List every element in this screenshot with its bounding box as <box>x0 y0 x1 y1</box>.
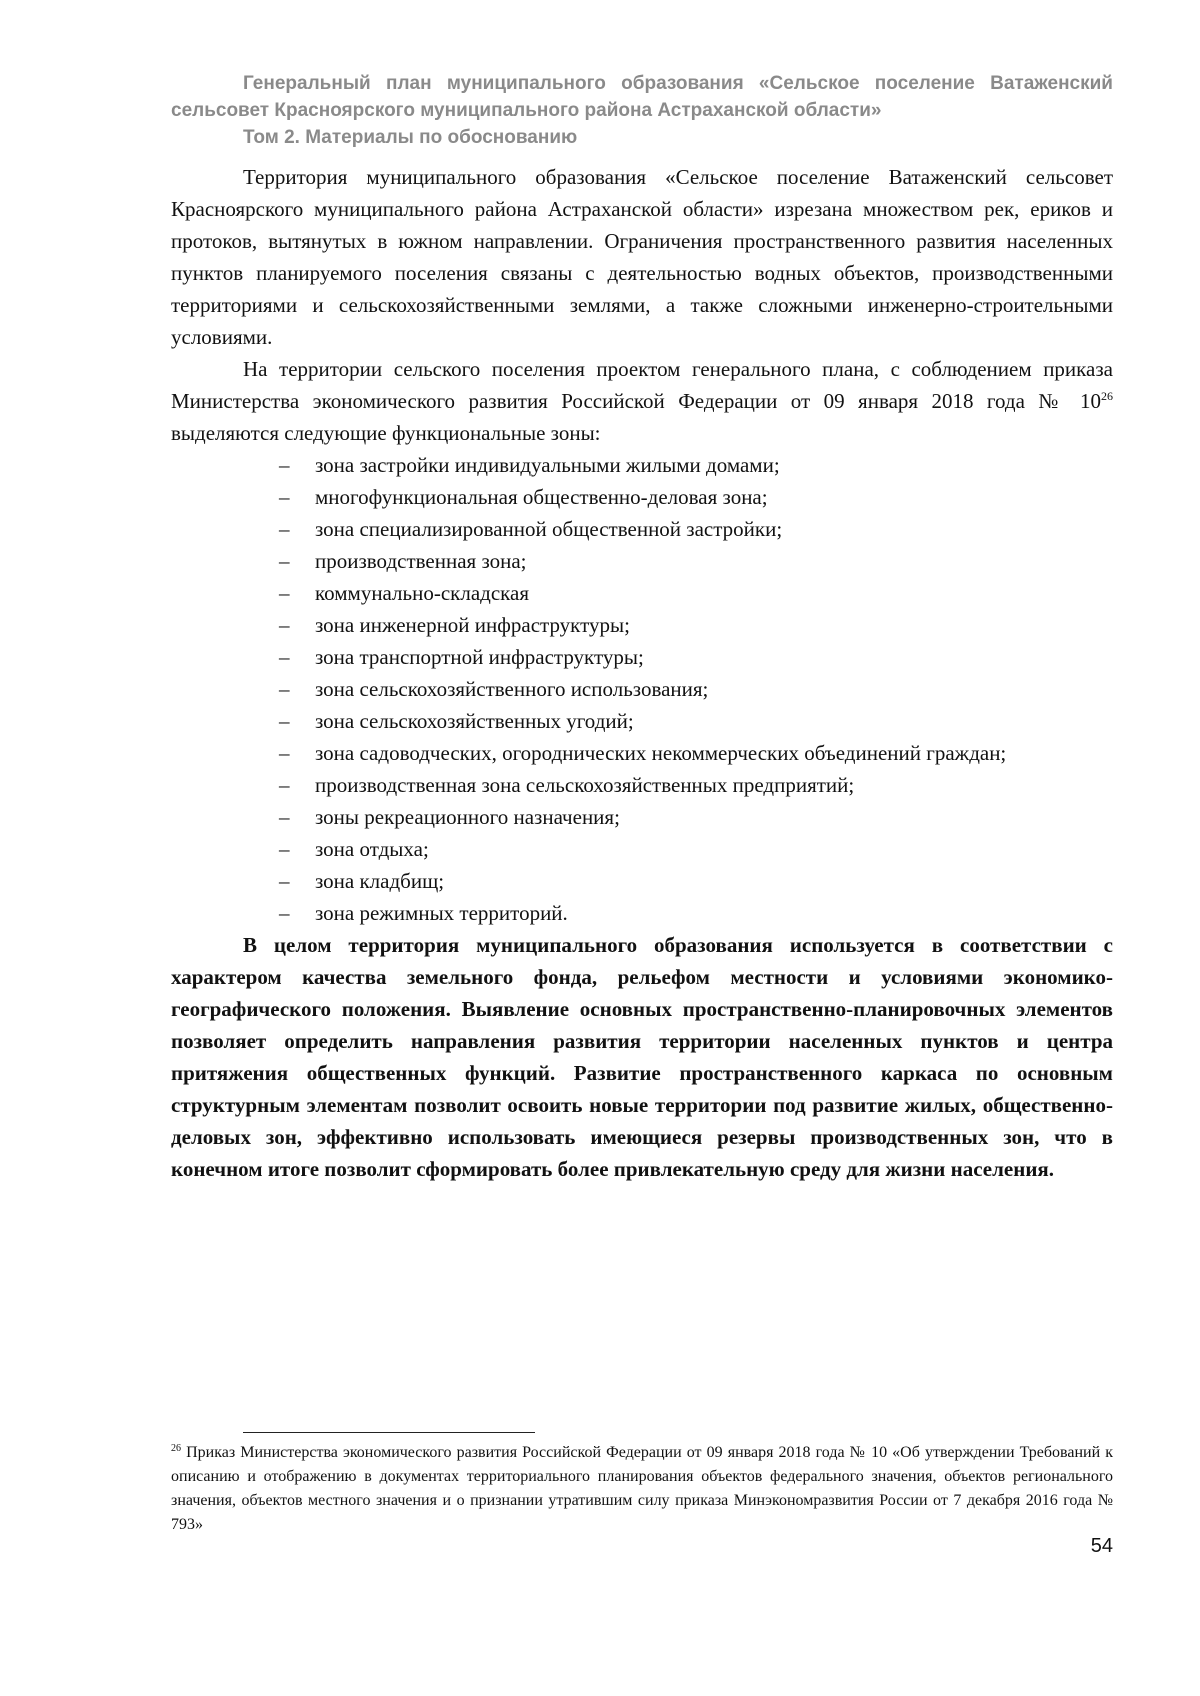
zone-label: зона режимных территорий. <box>315 901 568 925</box>
page-number: 54 <box>1090 1535 1113 1557</box>
zone-label: многофункциональная общественно-деловая зона; <box>315 485 768 509</box>
list-dash: – <box>279 741 290 765</box>
document-page <box>171 70 1113 1185</box>
zone-label: зона сельскохозяйственных угодий; <box>315 709 634 733</box>
paragraph-conclusion: В целом территория муниципального образования используется в соответствии с характером качества земельного фонда, рельефом местности и условиями экономико-географического положения. Выявление основных пространственно-планировочных элементов позволяет определить направления развития территории населенных пунктов и центра притяжения общественных функций. Развитие пространственного каркаса по основным структурным элементам позволит освоить новые территории под развитие жилых, общественно-деловых зон, эффективно использовать имеющиеся резервы производственных зон, что в конечном итоге позволит сформировать более привлекательную среду для жизни населения. <box>171 933 1113 1181</box>
zone-label: зона кладбищ; <box>315 869 445 893</box>
list-dash: – <box>279 837 290 861</box>
intro-text-end: выделяются следующие функциональные зоны: <box>171 421 601 445</box>
paragraph-territory: Территория муниципального образования «Сельское поселение Ватаженский сельсовет Красноярского муниципального района Астраханской области» изрезана множеством рек, ериков и протоков, вытянутых в южном направлении. Ограничения пространственного развития населенных пунктов планируемого поселения связаны с деятельностью водных объектов, производственными территориями и сельскохозяйственными землями, а также сложными инженерно-строительными условиями. <box>171 165 1113 349</box>
list-dash: – <box>279 613 290 637</box>
zone-label: зона инженерной инфраструктуры; <box>315 613 630 637</box>
list-dash: – <box>279 517 290 541</box>
list-dash: – <box>279 581 290 605</box>
list-dash: – <box>279 805 290 829</box>
zone-label: зона транспортной инфраструктуры; <box>315 645 644 669</box>
footnote <box>171 1441 1113 1537</box>
header-title-line-1: Генеральный план муниципального образования «Сельское поселение Ватаженский <box>243 73 1113 94</box>
zone-label: зона специализированной общественной застройки; <box>315 517 783 541</box>
zone-label: зона застройки индивидуальными жилыми домами; <box>315 453 780 477</box>
zone-label: коммунально-складская <box>315 581 530 605</box>
footnote-number: 26 <box>171 1443 181 1454</box>
list-item <box>171 513 1113 545</box>
list-dash: – <box>279 773 290 797</box>
footnote-separator <box>243 1432 535 1433</box>
zone-label: зона садоводческих, огороднических некоммерческих объединений граждан; <box>315 741 1007 765</box>
list-item <box>171 705 1113 737</box>
paragraph-functional-zones-intro <box>171 353 1113 449</box>
zone-label: зона отдыха; <box>315 837 429 861</box>
list-dash: – <box>279 709 290 733</box>
list-item <box>171 673 1113 705</box>
list-dash: – <box>279 869 290 893</box>
header-volume: Том 2. Материалы по обоснованию <box>243 127 578 148</box>
footnote-text: Приказ Министерства экономического развития Российской Федерации от 09 января 2018 года № 10 «Об утверждении Требований к описанию и отображению в документах территориального планирования объектов федерального значения, объектов регионального значения, объектов местного значения и о признании утратившим силу приказа Минэкономразвития России от 7 декабря 2016 года № 793» <box>171 1444 1113 1533</box>
list-item <box>171 897 1113 929</box>
list-item <box>171 801 1113 833</box>
zone-label: зоны рекреационного назначения; <box>315 805 620 829</box>
list-dash: – <box>279 485 290 509</box>
list-dash: – <box>279 453 290 477</box>
list-item <box>171 737 1113 769</box>
running-header <box>171 70 1113 151</box>
list-item <box>171 481 1113 513</box>
functional-zones-list <box>171 449 1113 929</box>
document-body <box>171 161 1113 1185</box>
list-item <box>171 449 1113 481</box>
list-item <box>171 609 1113 641</box>
list-item <box>171 545 1113 577</box>
footnote-reference: 26 <box>1101 389 1113 403</box>
list-dash: – <box>279 901 290 925</box>
zone-label: зона сельскохозяйственного использования; <box>315 677 709 701</box>
list-dash: – <box>279 645 290 669</box>
list-item <box>171 641 1113 673</box>
zone-label: производственная зона сельскохозяйственных предприятий; <box>315 773 855 797</box>
list-item <box>171 769 1113 801</box>
list-dash: – <box>279 549 290 573</box>
list-item <box>171 833 1113 865</box>
zone-label: производственная зона; <box>315 549 527 573</box>
list-item <box>171 577 1113 609</box>
list-dash: – <box>279 677 290 701</box>
header-title-line-2: сельсовет Красноярского муниципального района Астраханской области» <box>171 100 882 121</box>
list-item <box>171 865 1113 897</box>
intro-text: На территории сельского поселения проектом генерального плана, с соблюдением приказа Министерства экономического развития Российской Федерации от 09 января 2018 года № 10 <box>171 357 1113 413</box>
